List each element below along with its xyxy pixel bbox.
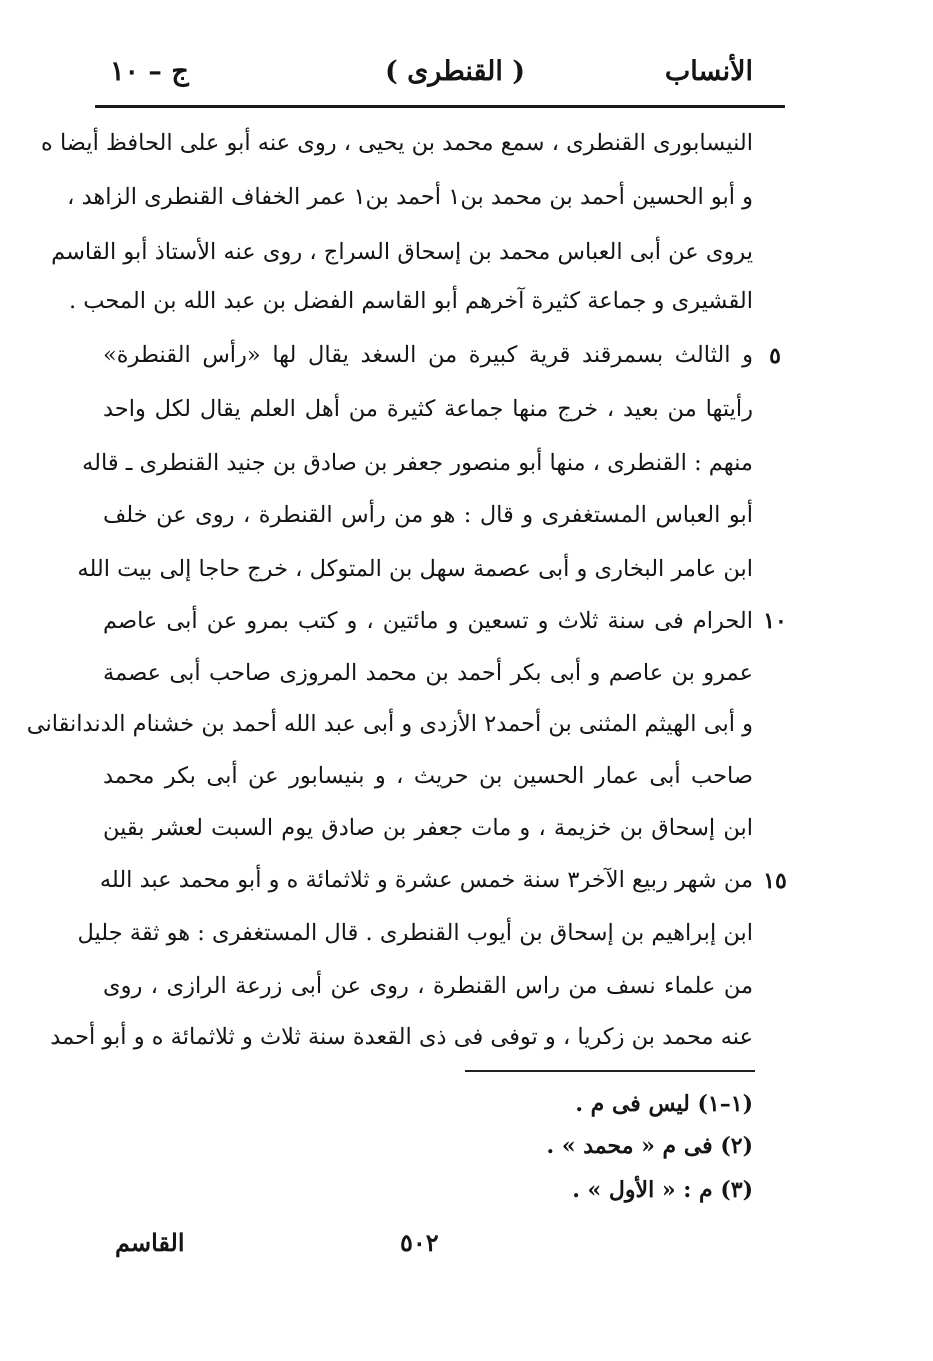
footnote: (٣) م : « الأول » . bbox=[572, 1177, 753, 1203]
text-line: النيسابورى القنطرى ، سمع محمد بن يحيى ، روى عنه أبو على الحافظ أيضا ه bbox=[41, 130, 753, 156]
page-number: ٥٠٢ bbox=[400, 1228, 439, 1257]
volume-number: ج – ١٠ bbox=[110, 56, 189, 87]
text-line: الحرام فى سنة ثلاث و تسعين و مائتين ، و كتب بمرو عن أبى عاصم bbox=[103, 608, 753, 634]
section-title: ( القنطرى ) bbox=[385, 56, 526, 87]
text-line: يروى عن أبى العباس محمد بن إسحاق السراج ، روى عنه الأستاذ أبو القاسم bbox=[51, 239, 753, 265]
footnote: (٢) فى م « محمد » . bbox=[546, 1133, 753, 1159]
line-number: ١٥ bbox=[763, 868, 787, 894]
text-line: و الثالث بسمرقند قرية كبيرة من السغد يقال لها «رأس القنطرة» bbox=[103, 342, 753, 368]
text-line: ابن إسحاق بن خزيمة ، و مات جعفر بن صادق يوم السبت لعشر بقين bbox=[103, 815, 753, 841]
footnote-rule bbox=[465, 1070, 755, 1072]
text-line: عمرو بن عاصم و أبى بكر أحمد بن محمد المروزى صاحب أبى عصمة bbox=[103, 660, 753, 686]
text-line: صاحب أبى عمار الحسين بن حريث ، و بنيسابور عن أبى بكر محمد bbox=[103, 763, 753, 789]
text-line: من شهر ربيع الآخر٣ سنة خمس عشرة و ثلاثمائة ه و أبو محمد عبد الله bbox=[99, 867, 753, 893]
text-line: رأيتها من بعيد ، خرج منها جماعة كثيرة من أهل العلم يقال لكل واحد bbox=[103, 396, 753, 422]
text-line: عنه محمد بن زكريا ، و توفى فى ذى القعدة سنة ثلاث و ثلاثمائة ه و أبو أحمد bbox=[50, 1024, 753, 1050]
text-line: و أبو الحسين أحمد بن محمد بن١ أحمد بن١ عمر الخفاف القنطرى الزاهد ، bbox=[67, 184, 753, 210]
catchword: القاسم bbox=[115, 1228, 185, 1257]
text-line: القشيرى و جماعة كثيرة آخرهم أبو القاسم الفضل بن عبد الله بن المحب . bbox=[68, 288, 753, 314]
text-line: ابن إبراهيم بن إسحاق بن أيوب القنطرى . قال المستغفرى : هو ثقة جليل bbox=[77, 920, 753, 946]
text-line: من علماء نسف من راس القنطرة ، روى عن أبى زرعة الرازى ، روى bbox=[103, 973, 753, 999]
footnote: (١–١) ليس فى م . bbox=[575, 1091, 753, 1117]
text-line: منهم : القنطرى ، منها أبو منصور جعفر بن صادق بن جنيد القنطرى ـ قاله bbox=[82, 450, 753, 476]
text-line: ابن عامر البخارى و أبى عصمة سهل بن المتوكل ، خرج حاجا إلى بيت الله bbox=[77, 556, 753, 582]
text-line: و أبى الهيثم المثنى بن أحمد٢ الأزدى و أبى عبد الله أحمد بن خشنام الدندانقانى bbox=[26, 711, 753, 737]
line-number: ١٠ bbox=[763, 608, 787, 634]
line-number: ٥ bbox=[769, 343, 781, 369]
text-line: أبو العباس المستغفرى و قال : هو من رأس القنطرة ، روى عن خلف bbox=[103, 502, 753, 528]
header-rule bbox=[95, 105, 785, 108]
running-title: الأنساب bbox=[664, 56, 753, 87]
